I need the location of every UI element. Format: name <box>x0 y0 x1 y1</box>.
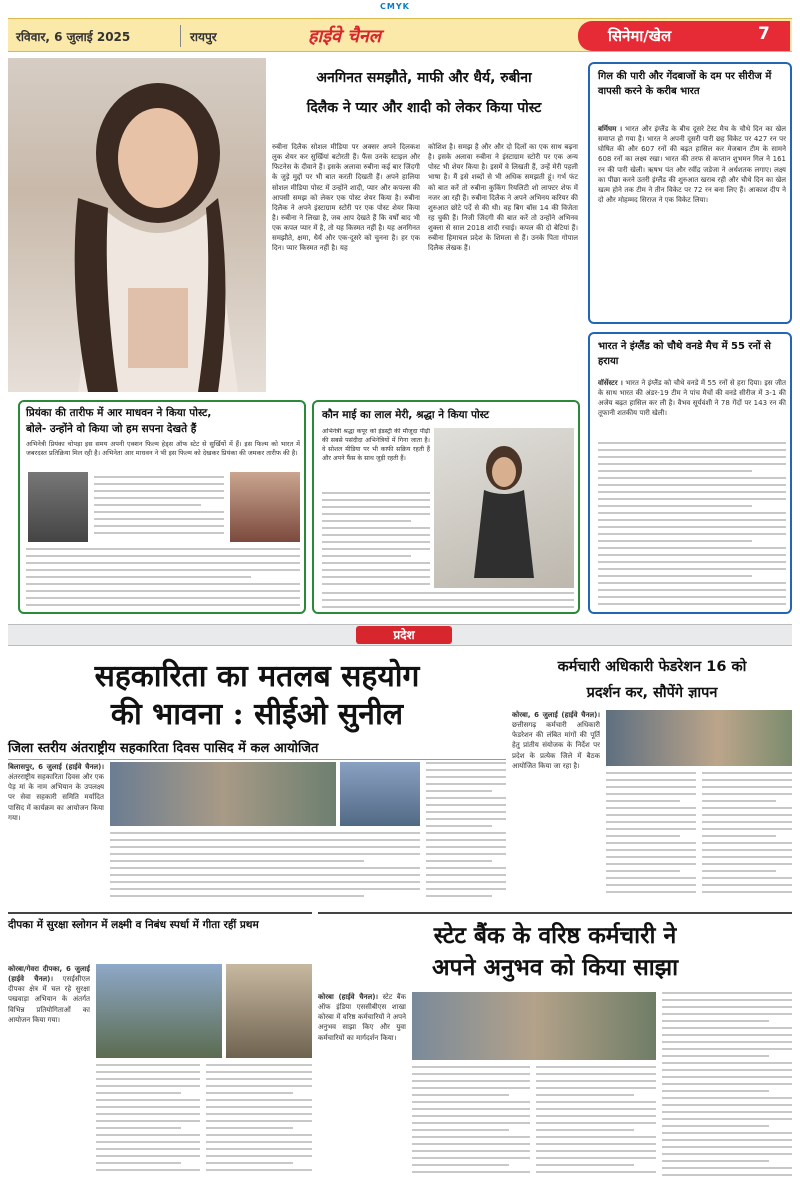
page-number: 7 <box>758 24 770 44</box>
cmyk-label: CMYK <box>380 2 410 11</box>
section-band-label: प्रदेश <box>393 628 415 642</box>
deepika-headline: दीपका में सुरक्षा स्लोगन में लक्ष्मी व निबंध स्पर्धा में गीता रहीं प्रथम <box>8 919 259 931</box>
shraddha-body-top: अभिनेत्री श्रद्धा कपूर को इंडस्ट्री की मौजूदा पीढ़ी की सबसे पसंदीदा अभिनेत्रियों में गिना जाता है। वे सोशल मीडिया पर भी काफी सक्रिय रहती हैं और अपने फैंस के साथ जुड़ी रहती हैं। <box>322 428 430 462</box>
coop-photo-2 <box>340 762 420 826</box>
priyanka-body-lines <box>94 476 224 540</box>
sbi-lines-2 <box>536 1066 656 1184</box>
sbi-headline-2: अपने अनुभव को किया साझा <box>431 954 679 981</box>
shraddha-body-lines-2 <box>322 592 574 610</box>
section-name: सिनेमा/खेल <box>608 27 672 45</box>
sbi-text: स्टेट बैंक ऑफ इंडिया एससीबीएस शाखा कोरबा में वरिष्ठ कर्मचारियों ने अपने अनुभव साझा किए और युवा कर्मचारियों का मार्गदर्शन किया। <box>318 993 406 1042</box>
shraddha-illustration <box>434 428 574 588</box>
deepika-photo <box>96 964 222 1058</box>
shraddha-photo <box>434 428 574 588</box>
coop-body <box>8 762 104 906</box>
shraddha-body-lines <box>322 492 430 588</box>
coop-text: अंतरराष्ट्रीय सहकारिता दिवस और एक पेड़ मां के नाम अभियान के उपलक्ष्य पर सेवा सहकारी समिति मर्यादित पासिद में कार्यक्रम का आयोजन किया गया। <box>8 773 104 822</box>
masthead <box>8 18 792 52</box>
priyanka-body-top: अभिनेत्री प्रियंका चोपड़ा इस समय अपनी एक्शन फिल्म हेड्स ऑफ स्टेट से सुर्खियों में हैं। इस फिल्म को भारत में जबरदस्त प्रतिक्रिया मिल रही है। अभिनेता आर माधवन ने भी इस फिल्म को देखकर प्रियंका की जमकर तारीफ की है। <box>26 440 300 458</box>
portrait-illustration <box>8 58 266 392</box>
federation-photo <box>606 710 792 766</box>
sbi-lines-3 <box>662 992 792 1184</box>
federation-lines-2 <box>702 772 792 904</box>
gill-headline: गिल की पारी और गेंदबाजों के दम पर सीरीज में वापसी करने के करीब भारत <box>598 71 772 97</box>
story-deepika <box>8 912 312 1188</box>
federation-body <box>512 710 600 906</box>
india-headline: भारत ने इंग्लैंड को चौथे वनडे मैच में 55 रनों से हराया <box>598 341 771 367</box>
deepika-body <box>8 964 90 1184</box>
coop-dateline: बिलासपुर, 6 जुलाई (हाईवे चैनल)। <box>8 763 104 771</box>
coop-subhead: जिला स्तरीय अंतराष्ट्रीय सहकारिता दिवस पासिद में कल आयोजित <box>8 738 506 760</box>
federation-text: छत्तीसगढ़ कर्मचारी अधिकारी फेडरेशन की लंबित मांगों की पूर्ति हेतु प्रांतीय संयोजक के निर्देश पर प्रदेश के प्रत्येक जिले में बैठक आयोजित किया जा रहा है। <box>512 721 600 770</box>
rubina-headline-box <box>268 62 580 136</box>
section-band-pill <box>356 626 452 644</box>
gill-dateline: बर्मिघम । <box>598 125 623 133</box>
sbi-dateline: कोरबा (हाईवे चैनल)। <box>318 993 379 1001</box>
federation-headline-1: कर्मचारी अधिकारी फेडरेशन 16 को <box>557 659 747 675</box>
story-federation <box>512 652 792 906</box>
federation-dateline: कोरबा, 6 जुलाई (हाईवे चैनल)। <box>512 711 600 719</box>
federation-headline-2: प्रदर्शन कर, सौपेंगे ज्ञापन <box>586 685 718 701</box>
issue-city: रायपुर <box>190 30 217 44</box>
sbi-photo <box>412 992 656 1060</box>
rubina-headline-2: दिलैक ने प्यार और शादी को लेकर किया पोस्ट <box>306 100 542 116</box>
deepika-lines <box>96 1064 200 1184</box>
priyanka-headline-1: प्रियंका की तारीफ में आर माधवन ने किया पोस्ट, <box>26 407 212 419</box>
priyanka-headline-2: बोले- उन्होंने वो किया जो हम सपना देखते हैं <box>26 423 197 435</box>
priyanka-photo <box>230 472 300 542</box>
story-priyanka <box>18 400 306 614</box>
story-sbi <box>318 912 792 1188</box>
deepika-text: एसईसीएल दीपका क्षेत्र में चल रहे सुरक्षा पखवाड़ा अभियान के अंतर्गत विभिन्न प्रतियोगिताओं का आयोजन किया गया। <box>8 975 90 1024</box>
story-india <box>588 332 792 614</box>
sbi-lines <box>412 1066 530 1184</box>
deepika-photo-2 <box>226 964 312 1058</box>
issue-date: रविवार, 6 जुलाई 2025 <box>16 30 131 44</box>
india-dateline: वॉर्सेस्टर । <box>598 379 623 387</box>
shraddha-headline: कौन माई का लाल मेरी, श्रद्धा ने किया पोस्ट <box>322 409 490 421</box>
masthead-divider <box>180 25 181 47</box>
india-body <box>598 378 786 438</box>
story-gill <box>588 62 792 324</box>
deepika-lines-2 <box>206 1064 312 1184</box>
rubina-photo <box>8 58 266 392</box>
brand-logo: हाईवे चैनल <box>308 26 381 47</box>
india-text: भारत ने इंग्लैंड को चौथे वनडे में 55 रनों से हरा दिया। इस जीत के साथ भारत की अंडर-19 टीम ने पांच मैचों की वनडे सीरीज में 3-1 की अजेय बढ़त हासिल कर ली है। वैभव सूर्यवंशी ने 78 गेंदों पर 143 रन की तूफानी शतकीय पारी खेली। <box>598 379 786 418</box>
gill-text: भारत और इंग्लैंड के बीच दूसरे टेस्ट मैच के चौथे दिन का खेल समाप्त हो गया है। भारत ने अपनी दूसरी पारी छह विकेट पर 427 रन पर घोषित की और 607 रनों की बढ़त हासिल कर मेजबान टीम के सामने 608 रनों का लक्ष्य रखा। भारत की तरफ से कप्तान शुभमन गिल ने 161 रन की पारी खेली। ऋषभ पंत और रवींद्र जडेजा ने अर्धशतक लगाए। लक्ष्य का पीछा करने उतरी इंग्लैंड की शुरुआत खराब रही और चौथे दिन का खेल खत्म होने तक टीम ने तीन विकेट पर 72 रन बना लिए हैं। आकाश दीप ने दो और मोहम्मद सिराज ने एक विकेट लिया। <box>598 125 786 204</box>
coop-body-lines-2 <box>426 762 506 904</box>
india-body-lines <box>598 442 786 610</box>
sbi-body <box>318 992 406 1184</box>
coop-body-lines <box>110 832 420 904</box>
priyanka-body-lines-2 <box>26 548 300 610</box>
section-band <box>8 624 792 646</box>
story-rubina <box>8 58 580 392</box>
sbi-headline-1: स्टेट बैंक के वरिष्ठ कर्मचारी ने <box>433 922 677 949</box>
rubina-col-1: रुबीना दिलैक सोशल मीडिया पर अक्सर अपने दिलकश लुक शेयर कर सुर्खियां बटोरती हैं। फैंस उनके स्टाइल और फिटनेस के दीवाने हैं। इसके अलावा रुबीना कई बार जिंदगी के जुड़े मुद्दों पर भी बात करती दिखती हैं। अपने हालिया सोशल मीडिया पोस्ट में उन्होंने शादी, प्यार और कपल्स की आपसी समझ को लेकर एक पोस्ट शेयर किया है। रुबीना दिलैक ने अपने इंस्टाग्राम स्टोरी पर एक पोस्ट शेयर किया है। रुबीना ने लिखा है, जब आप देखते हैं कि वर्षों बाद भी एक कपल प्यार में है, तो यह किस्मत नहीं है। यह अनगिनत समझौते, क्षमा, धैर्य और एक-दूसरे को चुनना है। हर एक दिन। प्यार किस्मत नहीं है। यह <box>272 143 420 253</box>
madhavan-photo <box>28 472 88 542</box>
coop-photo <box>110 762 336 826</box>
rubina-headline-1: अनगिनत समझौते, माफी और धैर्य, रुबीना <box>316 70 532 86</box>
coop-headline-1: सहकारिता का मतलब सहयोग <box>94 659 420 694</box>
gill-body <box>598 124 786 320</box>
coop-headline-2: की भावना : सीईओ सुनील <box>110 697 404 732</box>
section-tab <box>578 21 790 51</box>
rubina-col-2: कोशिश है। समझ है और और दो दिलों का एक साथ बढ़ना है। इसके अलावा रुबीना ने इंस्टाग्राम स्टोरी पर एक अन्य पोस्ट भी शेयर किया है। इसमें वे लिखती हैं, उन्हें मेरी पहली भाषा है। मैं इसे शब्दों से भी अधिक समझती हूं। गर्भ फंट को बात करें तो रुबीना कुकिंग रियलिटी शो लाफ्टर शेफ में नजर आ रही हैं। रुबीना दिलैक ने अपने अभिनय करियर की शुरुआत छोटे पर्दे से की थी। वह बिग बॉस 14 की विजेता रह चुकी हैं। निजी जिंदगी की बात करें तो उन्होंने अभिनव शुक्ला से साल 2018 शादी रचाई। कपल की दो बेटियां हैं। रुबीना हिमाचल प्रदेश के शिमला से हैं। उनके पिता गोपाल दिलैक लेखक हैं। <box>428 143 578 253</box>
federation-lines <box>606 772 696 904</box>
story-cooperative <box>8 652 506 906</box>
deepika-dateline: कोरबा/गेवरा दीपका, 6 जुलाई (हाईवे चैनल)। <box>8 965 90 984</box>
story-shraddha <box>312 400 580 614</box>
